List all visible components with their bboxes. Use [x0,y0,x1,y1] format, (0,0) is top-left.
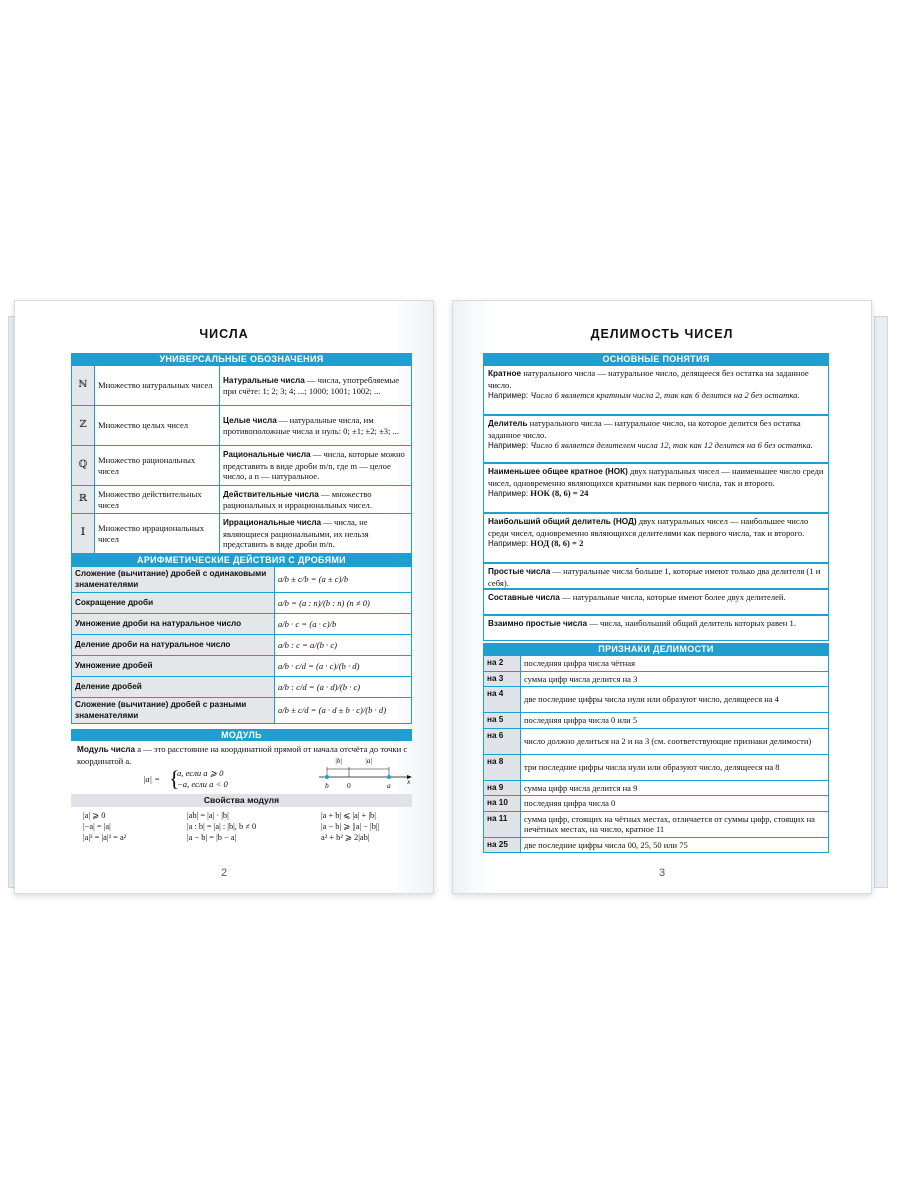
rule-text: сумма цифр числа делится на 3 [521,671,829,687]
concept-gcd: Наибольший общий делитель (НОД) двух натуральных чисел — наибольшее число среди чисел, одновременно являющихся делителями как первого числа, так и второго. Например: НОД (8, 6) = 2 [483,513,829,563]
set-name: Множество целых чисел [95,406,220,446]
rule-text: последняя цифра числа чётная [521,656,829,672]
axis-label-zero: 0 [347,781,351,790]
axis-label-a-abs: |a| [365,757,373,765]
operation-formula: a/b : c/d = (a · d)/(b · c) [275,677,412,698]
operation-formula: a/b ± c/b = (a ± c)/b [275,567,412,593]
page-stack-right [874,316,888,888]
set-symbol: ℤ [72,406,95,446]
right-page [452,300,872,894]
definition-irrational: Иррациональные числа — числа, не являющиеся рациональными, их нельзя представить в виде дроби m/n. [220,514,412,554]
modulus-properties-header: Свойства модуля [71,794,412,807]
rule-text: сумма цифр числа делится на 9 [521,780,829,796]
definition-rational: Рациональные числа — числа, которые можно представить в виде дроби m/n, где m — целое число, а n — натуральное. [220,446,412,486]
set-name: Множество натуральных чисел [95,366,220,406]
rule-text: три последние цифры числа нули или образуют число, делящееся на 8 [521,754,829,780]
operation-formula: a/b ± c/d = (a · d ± b · c)/(b · d) [275,698,412,724]
set-name: Множество действительных чисел [95,486,220,514]
section-universal-notation: УНИВЕРСАЛЬНЫЕ ОБОЗНАЧЕНИЯ [71,353,412,365]
section-basic-concepts: ОСНОВНЫЕ ПОНЯТИЯ [483,353,829,365]
operation-name: Сокращение дроби [72,593,275,614]
modulus-definition: Модуль числа a — это расстояние на координатной прямой от начала отсчёта до точки с координатой a. [77,744,408,766]
set-symbol: ℝ [72,486,95,514]
rule-text: сумма цифр, стоящих на чётных местах, отличается от суммы цифр, стоящих на нечётных местах, на число, кратное 11 [521,811,829,837]
rule-key: на 3 [484,671,521,687]
concept-coprime: Взаимно простые числа — числа, наибольший общий делитель которых равен 1. [483,615,829,641]
rule-text: последняя цифра числа 0 или 5 [521,713,829,729]
rule-text: число должно делиться на 2 и на 3 (см. соответствующие признаки делимости) [521,728,829,754]
rule-key: на 6 [484,728,521,754]
concept-lcm: Наименьшее общее кратное (НОК) двух натуральных чисел — наименьшее число среди чисел, одновременно являющихся кратными как первого числа, так и второго. Например: НОК (8, 6) = 24 [483,463,829,513]
section-modulus: МОДУЛЬ [71,729,412,741]
operation-formula: a/b : c = a/(b · c) [275,635,412,656]
concept-prime: Простые числа — натуральные числа больше 1, которые имеют только два делителя (1 и себя). [483,563,829,589]
rule-key: на 5 [484,713,521,729]
rule-key: на 9 [484,780,521,796]
operation-name: Деление дробей [72,677,275,698]
operation-name: Умножение дроби на натуральное число [72,614,275,635]
rule-key: на 8 [484,754,521,780]
rule-text: последняя цифра числа 0 [521,796,829,812]
set-symbol: 𝕀 [72,514,95,554]
modulus-properties-col-3: |a + b| ⩽ |a| + |b| |a − b| ⩾ ||a| − |b|| a² + b² ⩾ 2|ab| [321,811,380,842]
rule-key: на 25 [484,837,521,853]
page-title-left: ЧИСЛА [199,327,249,341]
set-name: Множество рациональных чисел [95,446,220,486]
divisibility-rules-table [483,655,829,853]
page-title-right: ДЕЛИМОСТЬ ЧИСЕЛ [590,327,734,341]
rule-key: на 10 [484,796,521,812]
rule-key: на 4 [484,687,521,713]
rule-key: на 11 [484,811,521,837]
concept-multiple: Кратное натурального числа — натуральное число, делящееся без остатка на заданное число. Например: Число 6 является кратным числа 2, так как 6 делится на 2 без остатка. [483,365,829,415]
operation-formula: a/b = (a : n)/(b : n) (n ≠ 0) [275,593,412,614]
sets-table [71,365,412,554]
set-name: Множество иррациональных чисел [95,514,220,554]
operation-name: Деление дроби на натуральное число [72,635,275,656]
definition-integer: Целые числа — натуральные числа, им противоположные числа и нуль: 0; ±1; ±2; ±3; ... [220,406,412,446]
operation-name: Сложение (вычитание) дробей с разными знаменателями [72,698,275,724]
modulus-properties-col-1: |a| ⩾ 0 |−a| = |a| |a|² = |a|² = a² [83,811,127,842]
axis-label-a: a [387,781,391,790]
operation-formula: a/b · c/d = (a · c)/(b · d) [275,656,412,677]
page-number-left: 2 [220,867,228,879]
operation-formula: a/b · c = (a · c)/b [275,614,412,635]
section-divisibility-rules: ПРИЗНАКИ ДЕЛИМОСТИ [483,643,829,655]
definition-natural: Натуральные числа — числа, употребляемые при счёте: 1; 2; 3; 4; ...; 1000; 1001; 1002; ... [220,366,412,406]
concept-divisor: Делитель натурального числа — натуральное число, на которое делится без остатка заданное число. Например: Число 6 является делителем числа 12, так как 12 делится на 6 без остатка. [483,415,829,463]
left-page: ЧИСЛА УНИВЕРСАЛЬНЫЕ ОБОЗНАЧЕНИЯ ℕ Множество натуральных чисел Натуральные числа — числа, употребляемые при счёте: 1; 2; 3; 4; ...; 1000; 1001; 1002; ... ℤ Множество целых чисел Целые числа — натуральные числа, им противоположные числа и нуль: 0; ±1; ±2; ±3; ... ℚ Множество рациональных чисел Рациональные числа — числа, которые можно представить в виде дроби m/n, где m — целое число, а n — натуральное. ℝ Множество действительных чисел Действительные числа — множество рациональных и иррациональных чисел. 𝕀 Множество иррациональных чисел Иррациональные числа — числа, не являющиеся рациональными, их нельзя представить в виде дроби m/n. АРИФМЕТИЧЕСКИЕ ДЕЙСТВИЯ С ДРОБЯМИ Сложение (вычитание) дробей с одинаковыми знаменателями a/b ± c/b = (a ± c)/b Сокращение дроби a/b = (a : n)/(b : n) (n ≠ 0) Умножение дроби на натуральное число a/b · c = (a · c)/b Деление дроби на натуральное число a/b : c = a/(b · c) Умножение дробей a/b · c/d = (a · c)/(b · d) Деление дробей a/b : c/d = (a · d)/(b · c) Сложение (вычитание) дробей с разными знаменателями a/b ± c/d = (a · d ± b · c)/(b · d) МОДУЛЬ Модуль числа a — это расстояние на координатной прямой от начала отсчёта до точки с координатой a. |a| = { a, если a ⩾ 0 −a, если a < 0 |b| |a| b 0 a x Свойства модуля |a| ⩾ 0 |−a| = |a| |a|² = |a|² = a² |ab| = |a| · |b| |a : b| = |a| : |b|, b ≠ 0 |a − b| = |b − a| |a + b| ⩽ |a| + |b| |a − b| ⩾ ||a| − |b|| a² + b² ⩾ 2|ab| 2 [14,300,434,894]
page-number-right: 3 [658,867,666,879]
fraction-operations-table [71,566,412,724]
set-symbol: ℕ [72,366,95,406]
operation-name: Сложение (вычитание) дробей с одинаковыми знаменателями [72,567,275,593]
rule-text: две последние цифры числа нули или образуют число, делящееся на 4 [521,687,829,713]
rule-text: две последние цифры числа 00, 25, 50 или 75 [521,837,829,853]
rule-key: на 2 [484,656,521,672]
modulus-properties-col-2: |ab| = |a| · |b| |a : b| = |a| : |b|, b ≠ 0 |a − b| = |b − a| [187,811,257,842]
set-symbol: ℚ [72,446,95,486]
operation-name: Умножение дробей [72,656,275,677]
axis-label-x: x [407,777,411,786]
concept-composite: Составные числа — натуральные числа, которые имеют более двух делителей. [483,589,829,615]
axis-label-b: b [325,781,329,790]
section-fraction-operations: АРИФМЕТИЧЕСКИЕ ДЕЙСТВИЯ С ДРОБЯМИ [71,554,412,566]
axis-label-b-abs: |b| [335,757,343,765]
definition-real: Действительные числа — множество рациональных и иррациональных чисел. [220,486,412,514]
